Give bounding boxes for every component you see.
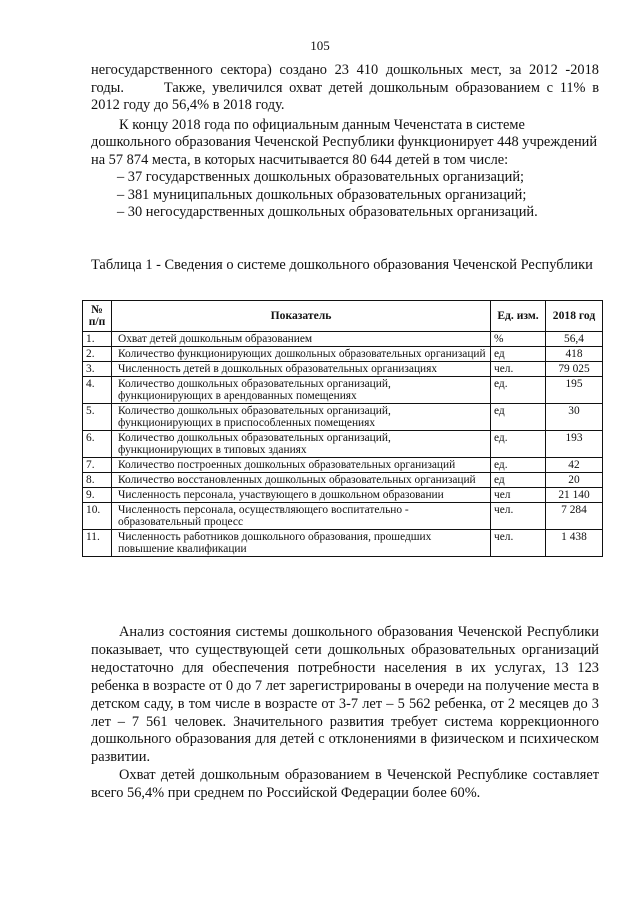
row-unit: чел. [491,530,546,557]
row-indicator: Количество восстановленных дошкольных образовательных организаций [112,473,491,488]
table-row [83,362,603,377]
header-num [83,301,112,332]
row-unit: ед [491,347,546,362]
row-num: 5. [83,404,112,431]
row-num: 1. [83,332,112,347]
row-value: 193 [546,431,603,458]
row-num: 11. [83,530,112,557]
table-row [83,404,603,431]
row-value: 21 140 [546,488,603,503]
row-indicator: Количество построенных дошкольных образовательных организаций [112,458,491,473]
row-indicator: Численность персонала, участвующего в дошкольном образовании [112,488,491,503]
table-row [83,332,603,347]
header-unit: Ед. изм. [491,301,546,332]
row-unit: % [491,332,546,347]
row-value: 30 [546,404,603,431]
organization-list [91,169,599,222]
row-num: 6. [83,431,112,458]
row-value: 56,4 [546,332,603,347]
intro-paragraph-1-part-b: Также, увеличился охват детей дошкольным образованием с 11% в 2012 году до 56,4% в 2018 году. [91,79,599,113]
row-num: 7. [83,458,112,473]
row-unit: чел. [491,362,546,377]
intro-section [91,62,599,222]
row-value: 42 [546,458,603,473]
header-num-symbol: № [91,303,103,316]
row-num: 8. [83,473,112,488]
row-indicator: Количество дошкольных образовательных организаций, функционирующих в типовых зданиях [112,431,491,458]
intro-paragraph-1 [91,62,599,115]
page-number: 105 [310,38,330,53]
list-item: – 37 государственных дошкольных образовательных организаций; [117,169,525,185]
list-item: – 381 муниципальных дошкольных образовательных организаций; [117,186,527,203]
row-unit: чел [491,488,546,503]
table-header-row [83,301,603,332]
header-indicator: Показатель [112,301,491,332]
row-indicator: Количество функционирующих дошкольных образовательных организаций [112,347,491,362]
row-indicator: Численность работников дошкольного образования, прошедших повышение квалификации [112,530,491,557]
analysis-paragraph-2: Охват детей дошкольным образованием в Чеченской Республике составляет всего 56,4% при среднем по Российской Федерации более 60%. [91,767,599,802]
preschool-data-table [82,300,603,557]
analysis-paragraph-1: Анализ состояния системы дошкольного образования Чеченской Республики показывает, что существующей сети дошкольных образовательных организаций недостаточно для обеспечения потребности населения в их услугах, 13 123 ребенка в возрасте от 0 до 7 лет зарегистрированы в очереди на получение места в детском саду, в том числе в возрасте от 3-7 лет – 5 562 ребенка, от 2 месяцев до 3 лет – 7 561 человек. Значительного развития требует система коррекционного дошкольного образования для детей с отклонениями в физическом и психическом развитии. [91,624,599,766]
row-unit: ед [491,473,546,488]
row-unit: ед. [491,431,546,458]
table-row [83,530,603,557]
table-row [83,488,603,503]
header-num-abbr: п/п [88,315,106,328]
table-row [83,431,603,458]
row-indicator: Численность детей в дошкольных образовательных организациях [112,362,491,377]
row-num: 4. [83,377,112,404]
row-num: 9. [83,488,112,503]
row-num: 3. [83,362,112,377]
row-value: 418 [546,347,603,362]
analysis-section [91,624,599,803]
row-unit: ед. [491,458,546,473]
row-unit: ед. [491,377,546,404]
row-value: 7 284 [546,503,603,530]
intro-paragraph-1-part-a: негосударственного сектора) создано 23 410 дошкольных мест, за 2012 -2018 годы. [91,62,599,96]
table-row [83,458,603,473]
row-value: 20 [546,473,603,488]
table-caption: Таблица 1 - Сведения о системе дошкольного образования Чеченской Республики [91,257,593,273]
header-year: 2018 год [546,301,603,332]
table-row [83,473,603,488]
row-indicator: Охват детей дошкольным образованием [112,332,491,347]
row-indicator: Количество дошкольных образовательных организаций, функционирующих в приспособленных помещениях [112,404,491,431]
table-row [83,377,603,404]
row-indicator: Численность персонала, осуществляющего воспитательно - образовательный процесс [112,503,491,530]
row-value: 79 025 [546,362,603,377]
table-row [83,503,603,530]
row-num: 2. [83,347,112,362]
table-row [83,347,603,362]
row-value: 1 438 [546,530,603,557]
row-value: 195 [546,377,603,404]
row-unit: чел. [491,503,546,530]
intro-paragraph-2: К концу 2018 года по официальным данным Чеченстата в системе дошкольного образования Чеченской Республики функционирует 448 учреждений на 57 874 места, в которых насчитывается 80 644 детей в том числе: [91,116,598,168]
row-unit: ед [491,404,546,431]
list-item: – 30 негосударственных дошкольных образовательных организаций. [117,204,538,220]
row-indicator: Количество дошкольных образовательных организаций, функционирующих в арендованных помещениях [112,377,491,404]
row-num: 10. [83,503,112,530]
